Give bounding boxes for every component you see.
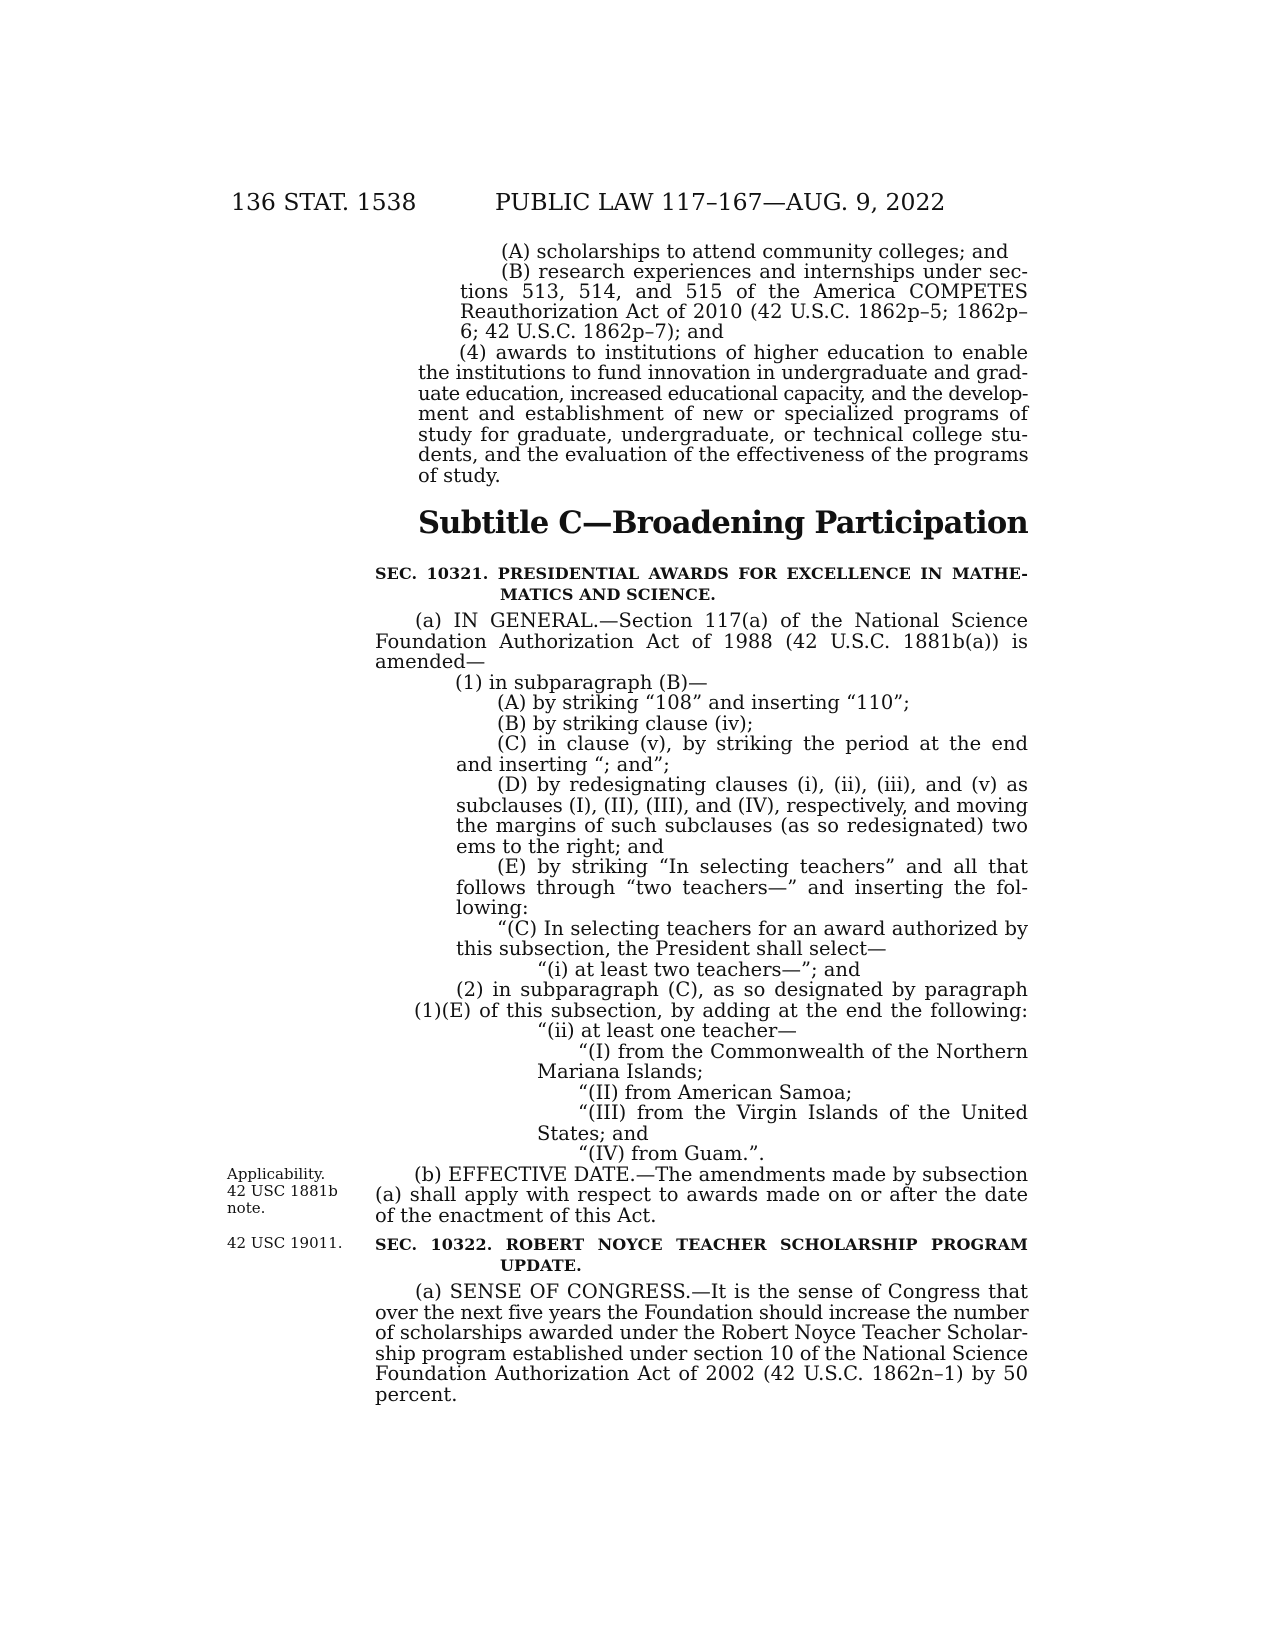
text-line: “(II) from American Samoa; [578,1081,853,1104]
text-line: “(I) from the Commonwealth of the Northern [578,1040,1028,1063]
subtitle-heading: Subtitle C—Broadening Participation [418,505,1028,541]
text-line: Reauthorization Act of 2010 (42 U.S.C. 1862p–5; 1862p– [460,300,1028,323]
text-line: (2) in subparagraph (C), as so designated by paragraph [456,978,1028,1001]
text-line: 6; 42 U.S.C. 1862p–7); and [460,320,724,343]
text-line: (B) by striking clause (iv); [497,712,754,735]
text-line: and inserting “; and”; [456,753,670,776]
stat-page-number: 136 STAT. 1538 [231,188,417,216]
text-line: the margins of such subclauses (as so redesignated) two [456,814,1028,837]
text-line: (4) awards to institutions of higher education to enable [459,341,1028,364]
text-line: uate education, increased educational capacity, and the develop- [418,382,1029,405]
text-line: “(ii) at least one teacher— [537,1019,797,1042]
margin-note-line: 42 USC 1881b [227,1182,338,1200]
text-line: (a) shall apply with respect to awards made on or after the date [375,1183,1028,1206]
text-line: (A) by striking “108” and inserting “110”; [497,691,910,714]
text-line: “(III) from the Virgin Islands of the United [578,1101,1028,1124]
text-line: this subsection, the President shall select— [456,937,887,960]
text-line: (D) by redesignating clauses (i), (ii), (iii), and (v) as [497,773,1028,796]
text-line: (1) in subparagraph (B)— [455,671,708,694]
text-line: tions 513, 514, and 515 of the America COMPETES [460,280,1028,303]
text-line: study for graduate, undergraduate, or technical college stu- [418,423,1028,446]
text-line: ship program established under section 10 of the National Science [375,1342,1028,1365]
text-line: ems to the right; and [456,835,665,858]
text-line: “(IV) from Guam.”. [578,1142,765,1165]
text-line: (B) research experiences and internships under sec- [501,260,1028,283]
running-header: PUBLIC LAW 117–167—AUG. 9, 2022 [495,188,946,216]
text-line: the institutions to fund innovation in undergraduate and grad- [418,361,1029,384]
section-heading-cont: UPDATE. [500,1256,582,1275]
text-line: of scholarships awarded under the Robert Noyce Teacher Scholar- [375,1321,1028,1344]
text-line: (b) EFFECTIVE DATE.—The amendments made by subsection [414,1163,1028,1186]
text-line: Foundation Authorization Act of 1988 (42 U.S.C. 1881b(a)) is [375,630,1028,653]
margin-note-line: Applicability. [227,1165,326,1183]
section-heading: SEC. 10322. ROBERT NOYCE TEACHER SCHOLARSHIP PROGRAM [375,1235,1028,1254]
text-line: follows through “two teachers—” and inserting the fol- [456,876,1028,899]
text-line: lowing: [456,896,529,919]
margin-note-applicability [227,1166,338,1217]
text-line: (A) scholarships to attend community colleges; and [501,240,1009,263]
text-line: (C) in clause (v), by striking the period at the end [497,732,1028,755]
text-line: subclauses (I), (II), (III), and (IV), respectively, and moving [456,794,1028,817]
text-line: (1)(E) of this subsection, by adding at the end the following: [414,999,1028,1022]
text-line: (a) SENSE OF CONGRESS.—It is the sense of Congress that [415,1280,1028,1303]
text-line: percent. [375,1383,458,1406]
text-line: of study. [418,464,501,487]
text-line: over the next five years the Foundation should increase the number [375,1301,1029,1324]
text-line: dents, and the evaluation of the effectiveness of the programs [418,443,1029,466]
text-line: Foundation Authorization Act of 2002 (42 U.S.C. 1862n–1) by 50 [375,1362,1028,1385]
text-line: “(C) In selecting teachers for an award authorized by [497,917,1028,940]
text-line: of the enactment of this Act. [375,1204,657,1227]
text-line: (E) by striking “In selecting teachers” and all that [497,855,1028,878]
text-line: States; and [537,1122,649,1145]
text-line: Mariana Islands; [537,1060,704,1083]
text-line: (a) IN GENERAL.—Section 117(a) of the National Science [415,609,1028,632]
section-heading-cont: MATICS AND SCIENCE. [500,585,716,604]
text-line: ment and establishment of new or specialized programs of [418,402,1028,425]
section-heading: SEC. 10321. PRESIDENTIAL AWARDS FOR EXCELLENCE IN MATHE- [375,564,1028,583]
text-line: amended— [375,650,486,673]
margin-note-usc: 42 USC 19011. [227,1234,343,1252]
text-line: “(i) at least two teachers—”; and [537,958,861,981]
margin-note-line: note. [227,1199,266,1217]
